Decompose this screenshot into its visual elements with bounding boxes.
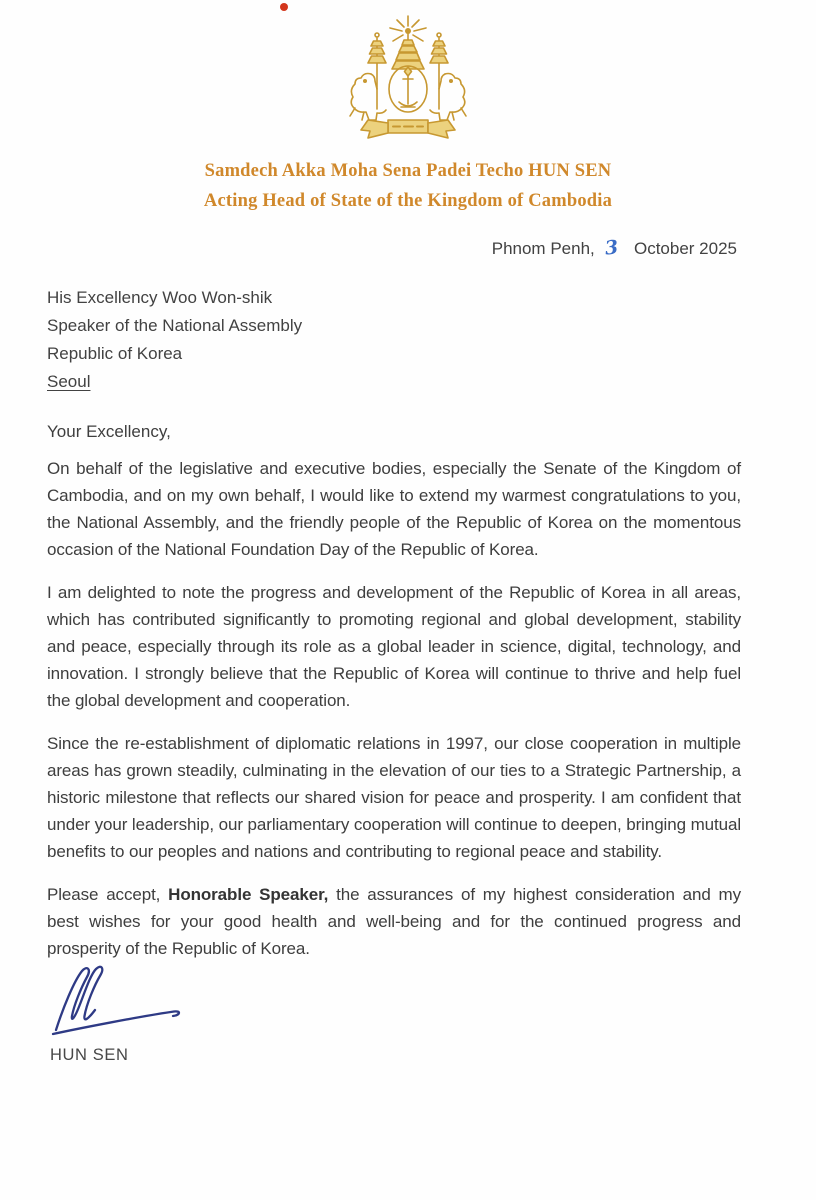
recipient-address-block <box>47 284 302 396</box>
paragraph-2: I am delighted to note the progress and development of the Republic of Korea in all areas, which has contributed significantly to promoting regional and global development, stability and peace, especially through its role as a global leader in science, digital, technology, and innovation. I strongly believe that the Republic of Korea will continue to thrive and help fuel the global development and cooperation. <box>47 583 741 710</box>
signature-block <box>44 960 194 1047</box>
handwritten-signature-icon <box>44 960 194 1042</box>
salutation: Your Excellency, <box>47 422 171 441</box>
closing-suffix: the assurances of my highest consideration and my best wishes for your good health and well-being and for the continued progress and prosperity of the Republic of Korea. <box>47 885 741 958</box>
paragraph-3: Since the re-establishment of diplomatic relations in 1997, our close cooperation in multiple areas has grown steadily, culminating in the elevation of our ties to a Strategic Partnership, a historic milestone that reflects our shared vision for peace and prosperity. I am confident that under your leadership, our parliamentary cooperation will continue to deepen, bringing mutual benefits to our peoples and nations and contributing to regional peace and stability. <box>47 734 741 861</box>
recipient-title: Speaker of the National Assembly <box>47 316 303 335</box>
red-dot-mark <box>280 3 288 11</box>
letterhead-title-line1: Samdech Akka Moha Sena Padei Techo HUN SEN <box>204 161 612 181</box>
paragraph-closing <box>47 881 741 962</box>
signer-name: HUN SEN <box>50 1046 129 1064</box>
letterhead-title-line2: Acting Head of State of the Kingdom of Cambodia <box>203 191 613 211</box>
dateline <box>492 237 737 259</box>
royal-arms-of-cambodia-emblem <box>0 14 816 150</box>
letterhead <box>0 156 816 216</box>
dateline-place: Phnom Penh, <box>491 239 595 258</box>
closing-prefix: Please accept, <box>47 885 169 904</box>
dateline-month-year: October 2025 <box>633 239 737 258</box>
closing-emphasis: Honorable Speaker, <box>168 885 329 904</box>
recipient-country: Republic of Korea <box>47 344 183 363</box>
letter-body <box>47 455 741 962</box>
royal-arms-icon <box>327 14 489 150</box>
dateline-handwritten-day: 3 <box>603 236 620 260</box>
recipient-name: His Excellency Woo Won-shik <box>47 288 273 307</box>
recipient-city: Seoul <box>47 372 91 391</box>
paragraph-1: On behalf of the legislative and executive bodies, especially the Senate of the Kingdom of Cambodia, and on my own behalf, I would like to extend my warmest congratulations to you, the National Assembly, and the friendly people of the Republic of Korea on the momentous occasion of the National Foundation Day of the Republic of Korea. <box>47 459 741 559</box>
